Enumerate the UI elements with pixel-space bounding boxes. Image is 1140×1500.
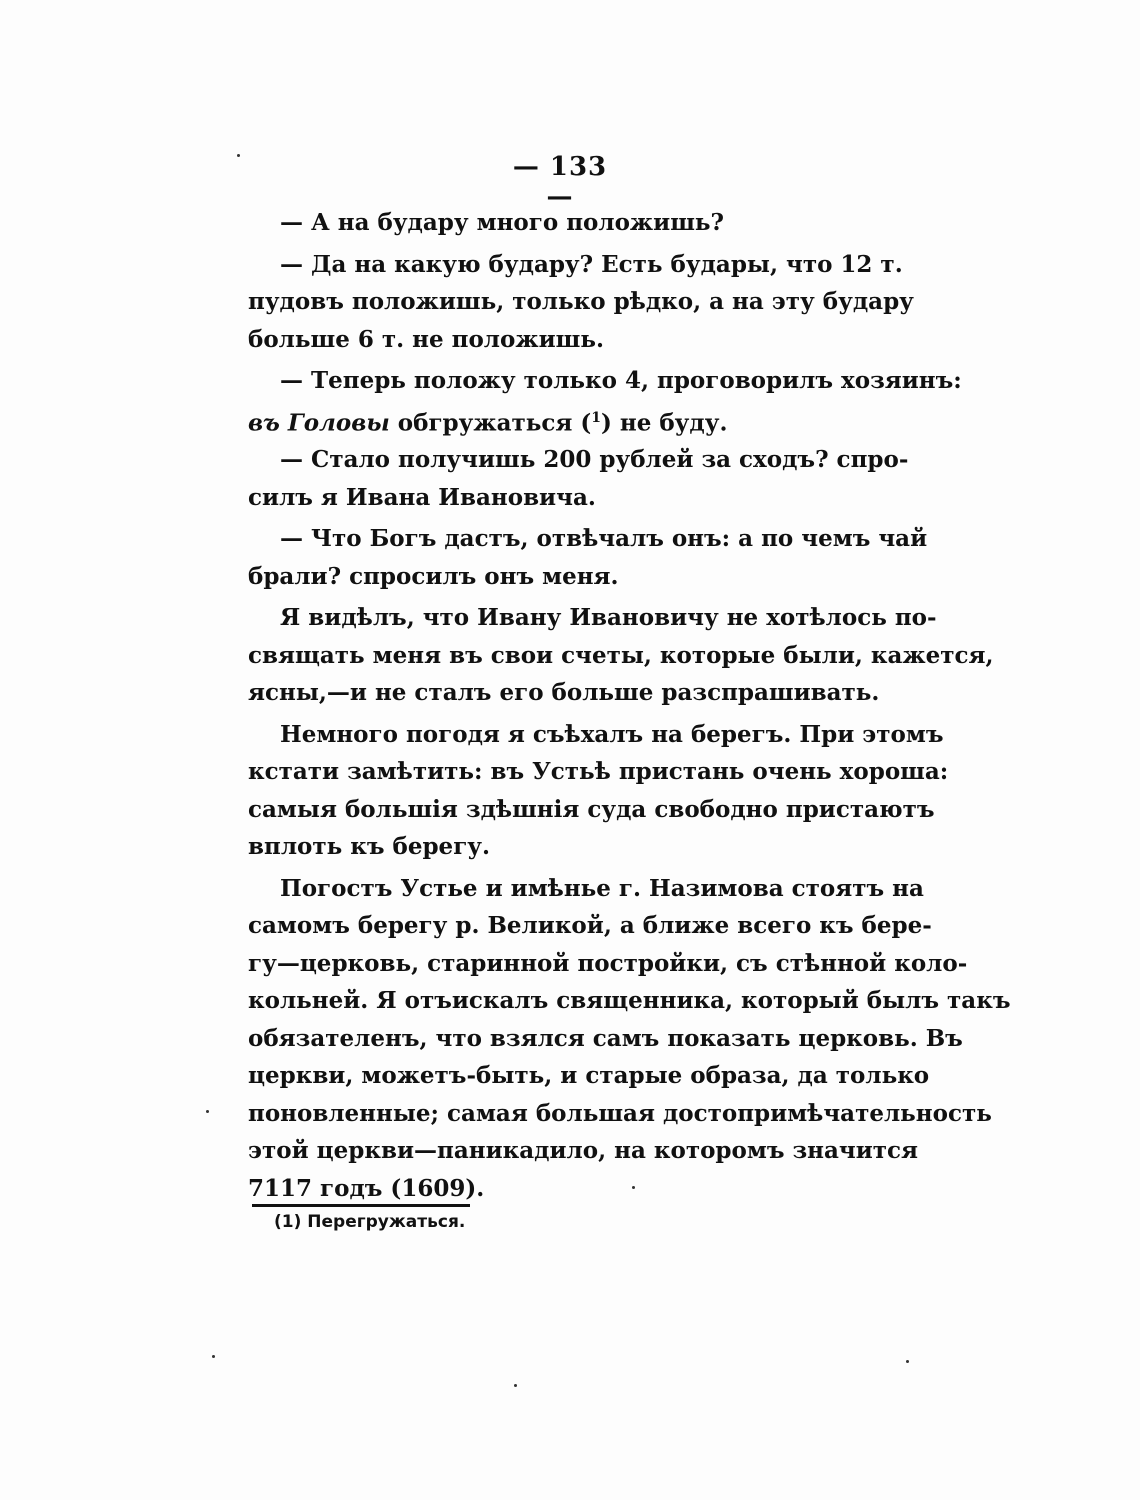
scan-speck <box>632 1186 635 1189</box>
text-line: — Да на какую будару? Есть будары, что 12 т. <box>280 250 903 278</box>
scan-speck <box>906 1360 909 1363</box>
text-line: больше 6 т. не положишь. <box>248 325 604 353</box>
text-line: гу—церковь, старинной постройки, съ стѣнной коло- <box>248 949 968 977</box>
body-text <box>248 204 1011 1207</box>
text-line: Я видѣлъ, что Ивану Ивановичу не хотѣлось по- <box>280 604 937 631</box>
scan-speck <box>514 1384 517 1387</box>
italic-phrase: въ Головы <box>248 409 390 437</box>
text-line: свящать меня въ свои счеты, которые были, кажется, <box>248 641 994 669</box>
text-line: самомъ берегу р. Великой, а ближе всего къ бере- <box>248 912 932 939</box>
text-line: вплоть къ берегу. <box>248 833 491 860</box>
text-line: этой церкви—паникадило, на которомъ значится <box>248 1137 919 1164</box>
footnote-marker: 1 <box>591 409 601 426</box>
text-line: поновленные; самая большая достопримѣчательность <box>248 1099 992 1127</box>
text-line: ясны,—и не сталъ его больше разспрашивать. <box>248 679 880 706</box>
text-line: — Теперь положу только 4, проговорилъ хозяинъ: <box>280 367 962 394</box>
scan-speck <box>237 154 240 157</box>
page-number: — 133 — <box>512 152 608 212</box>
text-line: обязателенъ, что взялся самъ показать церковь. Въ <box>248 1024 963 1052</box>
text-line: церкви, можетъ-быть, и старые образа, да только <box>248 1062 930 1089</box>
scan-speck <box>212 1355 215 1358</box>
text-line: Погостъ Устье и имѣнье г. Назимова стоятъ на <box>280 874 924 902</box>
scan-speck <box>206 1110 209 1113</box>
text-line: 7117 годъ (1609). <box>248 1174 485 1202</box>
text-line: — Что Богъ дастъ, отвѣчалъ онъ: а по чемъ чай <box>280 525 928 552</box>
text-line: — А на будару много положишь? <box>280 209 725 236</box>
text-line: — Стало получишь 200 рублей за сходъ? спро- <box>280 446 909 473</box>
text-line-mixed <box>248 400 868 438</box>
text-line: кстати замѣтить: въ Устьѣ пристань очень хороша: <box>248 758 949 785</box>
text-line: пудовъ положишь, только рѣдко, а на эту будару <box>248 288 914 315</box>
text-line: Немного погодя я съѣхалъ на берегъ. При этомъ <box>280 720 944 748</box>
footnote-divider <box>252 1204 470 1207</box>
text-line: брали? спросилъ онъ меня. <box>248 562 619 590</box>
text-line: кольней. Я отъискалъ священника, который былъ такъ <box>248 987 1011 1014</box>
text-fragment: обгружаться ( <box>389 409 592 437</box>
text-line: силъ я Ивана Ивановича. <box>248 483 596 511</box>
footnote: (1) Перегружаться. <box>274 1212 466 1232</box>
text-line: самыя большiя здѣшнія суда свободно пристаютъ <box>248 795 935 823</box>
text-fragment: ) не буду. <box>600 409 728 437</box>
